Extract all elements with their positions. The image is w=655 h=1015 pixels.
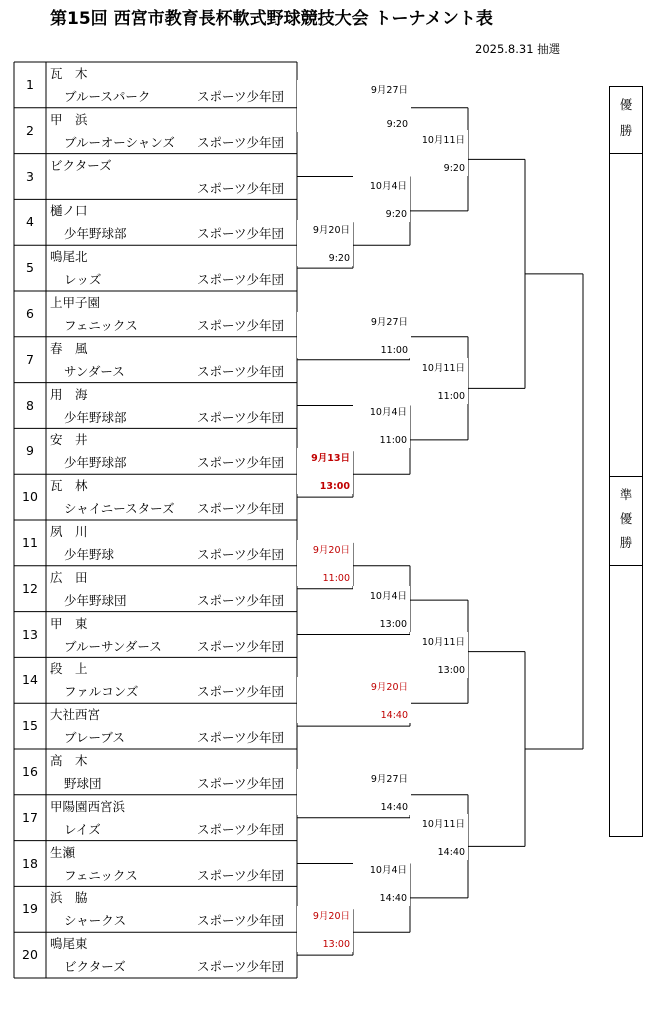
- team-type: スポーツ少年団: [197, 455, 285, 471]
- team-type: スポーツ少年団: [197, 363, 285, 379]
- team-number: 2: [26, 122, 34, 138]
- team-number: 1: [26, 77, 34, 92]
- team-number: 17: [22, 809, 38, 825]
- team-name: ブルースパーク: [64, 89, 151, 104]
- team-name: レッズ: [64, 272, 102, 288]
- match-info: [410, 358, 468, 404]
- team-area: ビクターズ: [50, 157, 112, 173]
- team-type: スポーツ少年団: [197, 730, 285, 746]
- team-name: ブルーオーシャンズ: [64, 134, 175, 150]
- match-time: 14:40: [380, 710, 408, 721]
- match-info: [297, 769, 411, 815]
- champion-char: 優: [619, 97, 633, 112]
- team-row: [14, 428, 297, 474]
- team-number: 16: [22, 764, 38, 779]
- team-area: 浜 脇: [50, 890, 88, 906]
- team-number: 3: [26, 168, 34, 184]
- team-type: スポーツ少年団: [197, 226, 285, 242]
- team-area: 安 井: [50, 432, 88, 448]
- team-row: [14, 337, 297, 383]
- team-area: 鳴尾東: [50, 936, 88, 952]
- match-info: [297, 540, 353, 586]
- team-row: [14, 795, 297, 841]
- team-type: スポーツ少年団: [197, 592, 285, 608]
- team-number: 7: [26, 351, 34, 367]
- match-time: 13:00: [437, 665, 465, 676]
- runner-up-char: 準: [619, 487, 633, 502]
- team-row: [14, 612, 297, 658]
- match-date: 9月27日: [370, 774, 408, 785]
- match-info: [297, 906, 353, 952]
- match-date: 9月20日: [312, 225, 350, 236]
- match-time: 13:00: [319, 481, 350, 492]
- team-name: シャークス: [64, 913, 127, 929]
- team-row: [14, 886, 297, 932]
- match-info: [353, 860, 410, 906]
- match-date: 10月11日: [421, 363, 465, 374]
- runner-up-column: [609, 564, 643, 837]
- match-date: 9月20日: [312, 911, 350, 922]
- match-info: [353, 586, 410, 632]
- team-area: 鳴尾北: [50, 249, 88, 265]
- team-type: スポーツ少年団: [197, 867, 285, 883]
- match-time: 11:00: [437, 391, 465, 402]
- match-time: 9:20: [443, 163, 465, 174]
- match-time: 9:20: [385, 209, 407, 220]
- match-time: 11:00: [322, 573, 350, 584]
- team-area: 甲 東: [50, 615, 88, 631]
- match-date: 9月27日: [370, 84, 408, 96]
- match-date: 9月20日: [370, 682, 408, 693]
- team-type: スポーツ少年団: [197, 776, 285, 791]
- match-time: 14:40: [380, 802, 408, 813]
- team-number: 10: [22, 489, 38, 505]
- team-type: スポーツ少年団: [197, 89, 285, 104]
- team-number: 4: [26, 214, 34, 230]
- team-type: スポーツ少年団: [197, 272, 285, 288]
- team-row: [14, 932, 297, 978]
- page-title: 第15回 西宮市教育長杯軟式野球競技大会 トーナメント表: [50, 9, 493, 29]
- match-date: 9月27日: [370, 317, 408, 328]
- match-time: 13:00: [322, 939, 350, 950]
- match-info: [410, 632, 468, 678]
- team-name: フェニックス: [64, 867, 138, 883]
- team-name: サンダース: [64, 363, 125, 379]
- match-date: 10月11日: [421, 135, 465, 146]
- team-number: 13: [22, 626, 38, 642]
- team-number: 14: [22, 672, 38, 688]
- match-date: 10月4日: [369, 591, 407, 602]
- team-number: 9: [26, 443, 34, 459]
- team-name: ブレーブス: [64, 730, 125, 746]
- champion-char: 勝: [619, 123, 633, 138]
- team-area: 甲陽園西宮浜: [50, 798, 126, 814]
- match-time: 14:40: [379, 893, 407, 904]
- team-type: スポーツ少年団: [197, 501, 285, 517]
- match-time: 9:20: [386, 118, 408, 130]
- team-name: ファルコンズ: [64, 684, 139, 700]
- team-row: [14, 841, 297, 887]
- team-type: スポーツ少年団: [197, 134, 285, 150]
- team-row: [14, 383, 297, 429]
- match-date: 9月20日: [312, 545, 350, 556]
- match-date: 10月11日: [421, 637, 465, 648]
- team-row: [14, 199, 297, 245]
- team-area: 甲 浜: [50, 111, 88, 127]
- team-name: シャイニースターズ: [64, 501, 175, 517]
- team-type: スポーツ少年団: [197, 180, 285, 196]
- match-info: [297, 448, 353, 494]
- team-name: ビクターズ: [64, 959, 126, 975]
- team-area: 大社西宮: [50, 707, 101, 723]
- match-date: 10月4日: [369, 865, 407, 876]
- team-name: 少年野球部: [64, 226, 127, 242]
- team-number: 11: [22, 535, 38, 550]
- team-row: [14, 474, 297, 520]
- team-area: 段 上: [50, 661, 88, 677]
- match-info: [297, 312, 411, 358]
- team-type: スポーツ少年団: [197, 409, 285, 425]
- team-area: 夙 川: [50, 524, 88, 539]
- match-time: 14:40: [437, 847, 465, 858]
- team-type: スポーツ少年団: [197, 547, 285, 562]
- team-area: 瓦 林: [50, 478, 88, 494]
- team-name: 野球団: [64, 776, 102, 791]
- match-time: 9:20: [328, 253, 350, 264]
- match-info: [353, 402, 410, 448]
- team-row: [14, 566, 297, 612]
- team-row: [14, 245, 297, 291]
- team-type: スポーツ少年団: [197, 913, 285, 929]
- match-info: [410, 814, 468, 860]
- team-number: 18: [22, 855, 38, 871]
- runner-up-char: 勝: [619, 535, 633, 550]
- team-number: 15: [22, 718, 38, 734]
- match-info: [297, 220, 353, 266]
- team-row: [14, 657, 297, 703]
- team-name: 少年野球: [64, 547, 115, 562]
- team-row: [14, 749, 297, 795]
- team-area: 広 田: [50, 569, 88, 585]
- match-date: 10月11日: [421, 819, 465, 830]
- team-number: 6: [26, 306, 34, 321]
- match-info: [353, 176, 410, 222]
- runner-up-char: 優: [619, 511, 633, 526]
- runner-up-box: [609, 476, 643, 566]
- team-row: [14, 291, 297, 337]
- team-number: 5: [26, 260, 34, 276]
- match-time: 11:00: [379, 435, 407, 446]
- team-area: 生瀬: [50, 844, 76, 860]
- team-type: スポーツ少年団: [197, 684, 285, 700]
- team-number: 12: [22, 580, 38, 596]
- team-area: 上甲子園: [50, 295, 101, 310]
- team-number: 20: [22, 947, 38, 963]
- team-number: 19: [22, 901, 38, 917]
- team-number: 8: [26, 397, 34, 413]
- draw-date: 2025.8.31 抽選: [475, 42, 561, 56]
- match-time: 11:00: [380, 345, 408, 356]
- team-area: 瓦 木: [50, 66, 88, 81]
- team-row: [14, 108, 297, 154]
- team-type: スポーツ少年団: [197, 638, 285, 654]
- team-row: [14, 62, 297, 108]
- team-area: 春 風: [50, 340, 88, 356]
- match-info: [410, 130, 468, 176]
- match-info: [297, 80, 411, 132]
- match-date: 9月13日: [311, 453, 350, 464]
- team-name: フェニックス: [64, 318, 138, 333]
- team-name: 少年野球部: [64, 409, 127, 425]
- champion-column: [609, 152, 643, 477]
- match-date: 10月4日: [369, 181, 407, 192]
- team-name: 少年野球部: [64, 455, 127, 471]
- team-area: 樋ノ口: [50, 203, 88, 219]
- team-area: 高 木: [50, 753, 88, 768]
- team-name: 少年野球団: [64, 592, 127, 608]
- team-row: [14, 520, 297, 566]
- team-area: 用 海: [50, 386, 88, 402]
- match-info: [297, 677, 411, 723]
- team-row: [14, 154, 297, 200]
- champion-box: [609, 86, 643, 154]
- team-name: レイズ: [64, 821, 101, 837]
- match-time: 13:00: [379, 619, 407, 630]
- team-type: スポーツ少年団: [197, 821, 285, 837]
- team-row: [14, 703, 297, 749]
- team-type: スポーツ少年団: [197, 318, 285, 333]
- team-type: スポーツ少年団: [197, 959, 285, 975]
- team-name: ブルーサンダース: [64, 638, 162, 654]
- match-date: 10月4日: [369, 407, 407, 418]
